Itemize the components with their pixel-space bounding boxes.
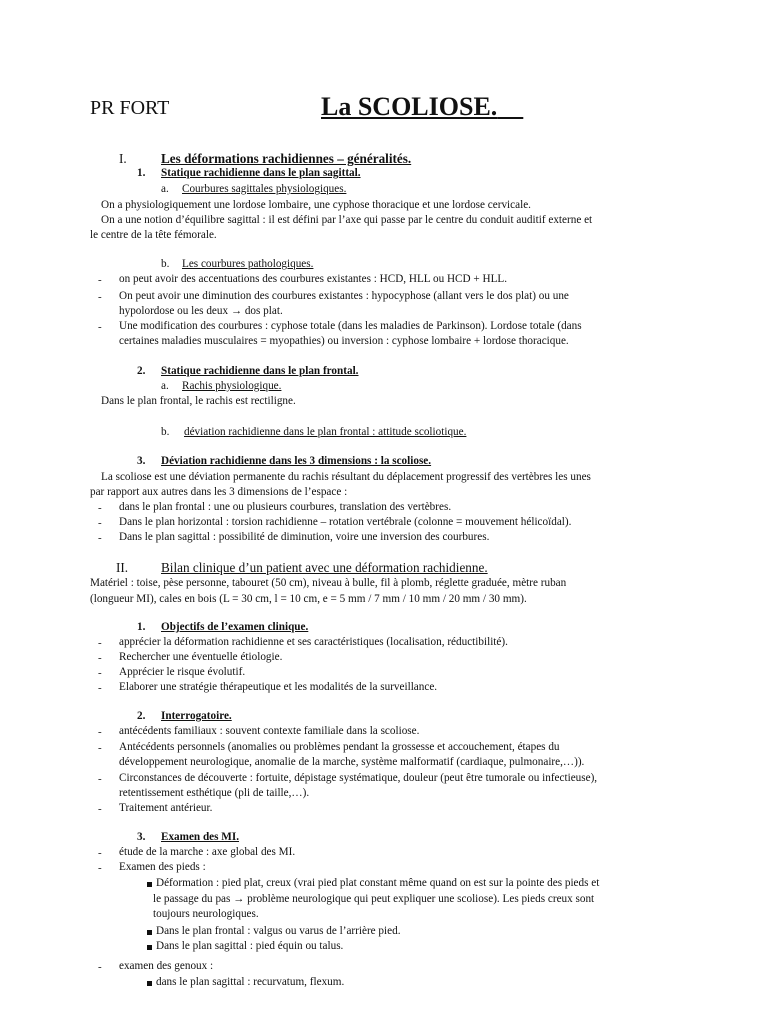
list-item-personal-history-1: Antécédents personnels (anomalies ou problèmes pendant la grossesse et accouchement, étapes du [119, 741, 560, 753]
subsection-2-3-number: 3. [137, 831, 146, 843]
list-item-modification-2: certaines maladies musculaires = myopathies) ou inversion : cyphose lombaire + lordose thoracique. [119, 335, 569, 347]
list-dash: - [98, 652, 102, 664]
subsection-2-2-heading: Interrogatoire. [161, 710, 232, 722]
list-item-family-history: antécédents familiaux : souvent contexte familiale dans la scoliose. [119, 725, 420, 737]
list-dash: - [98, 517, 102, 529]
list-item-objective: apprécier la déformation rachidienne et ses caractéristiques (localisation, réductibilité). [119, 636, 508, 648]
square-bullet-icon [147, 981, 152, 986]
paragraph-materials-2: (longueur MI), cales en bois (L = 30 cm, l = 10 cm, e = 5 mm / 7 mm / 10 mm / 20 mm / 30 mm). [90, 593, 527, 605]
list-dash: - [98, 667, 102, 679]
author-label: PR FORT [90, 97, 170, 119]
subsection-1-3-number: 3. [137, 455, 146, 467]
paragraph-scoliosis-definition-2: par rapport aux autres dans les 3 dimensions de l’espace : [90, 486, 348, 498]
point-b-label: b. [161, 426, 170, 438]
subsection-1-1-number: 1. [137, 167, 146, 179]
document-title [321, 92, 523, 122]
section-2-heading: Bilan clinique d’un patient avec une déformation rachidienne. [161, 560, 488, 575]
subsection-2-1-number: 1. [137, 621, 146, 633]
list-item-diminution-2: hypolordose ou les deux → dos plat. [119, 305, 283, 317]
list-item-previous-treatment: Traitement antérieur. [119, 802, 213, 814]
list-dash: - [98, 803, 102, 815]
title-underline-trail [497, 92, 523, 121]
list-dash: - [98, 961, 102, 973]
sub-item-deformation-2: le passage du pas → problème neurologique qui peut expliquer une scoliose). Les pieds creux sont [153, 893, 595, 905]
paragraph-sagittal-balance-2: le centre de la tête fémorale. [90, 229, 217, 241]
point-a-heading: Rachis physiologique. [182, 380, 282, 392]
paragraph-scoliosis-definition-1: La scoliose est une déviation permanente du rachis résultant du déplacement progressif des vertèbres les unes [101, 471, 591, 483]
list-dash: - [98, 532, 102, 544]
section-2-number: II. [116, 560, 129, 575]
point-b-heading: Les courbures pathologiques. [182, 258, 314, 270]
list-item-modification-1: Une modification des courbures : cyphose totale (dans les maladies de Parkinson). Lordose totale (dans [119, 320, 582, 332]
sub-item-knee-sagittal: dans le plan sagittal : recurvatum, flexum. [156, 976, 345, 988]
list-dash: - [98, 291, 102, 303]
paragraph-sagittal-balance-1: On a une notion d’équilibre sagittal : il est défini par l’axe qui passe par le centre du conduit auditif externe et [101, 214, 593, 226]
subsection-1-3-heading: Déviation rachidienne dans les 3 dimensions : la scoliose. [161, 455, 432, 467]
list-dash: - [98, 847, 102, 859]
sub-item-deformation-3: toujours neurologiques. [153, 908, 259, 920]
section-1-heading: Les déformations rachidiennes – généralités. [161, 151, 412, 166]
list-item-objective: Apprécier le risque évolutif. [119, 666, 246, 678]
list-dash: - [98, 274, 102, 286]
list-item-horizontal: Dans le plan horizontal : torsion rachidienne – rotation vertébrale (colonne = mouvement hélicoïdal). [119, 516, 572, 528]
list-item-feet-exam: Examen des pieds : [119, 861, 206, 873]
list-item-knee-exam: examen des genoux : [119, 960, 214, 972]
subsection-2-1-heading: Objectifs de l’examen clinique. [161, 621, 309, 633]
sub-item-sagittal-plane: Dans le plan sagittal : pied équin ou talus. [156, 940, 344, 952]
list-item-objective: Rechercher une éventuelle étiologie. [119, 651, 283, 663]
sub-item-deformation-1: Déformation : pied plat, creux (vrai pied plat constant même quand on est sur la pointe des pieds et [156, 877, 600, 889]
paragraph-physiological-curves: On a physiologiquement une lordose lombaire, une cyphose thoracique et une lordose cervicale. [101, 199, 531, 211]
subsection-1-1-heading: Statique rachidienne dans le plan sagittal. [161, 167, 361, 179]
point-a-label: a. [161, 183, 169, 195]
list-item-gait: étude de la marche : axe global des MI. [119, 846, 296, 858]
list-dash: - [98, 742, 102, 754]
subsection-2-3-heading: Examen des MI. [161, 831, 240, 843]
list-item-accentuation: on peut avoir des accentuations des courbures existantes : HCD, HLL ou HCD + HLL. [119, 273, 508, 285]
subsection-1-2-number: 2. [137, 365, 146, 377]
square-bullet-icon [147, 945, 152, 950]
list-dash: - [98, 637, 102, 649]
point-a-label: a. [161, 380, 169, 392]
subsection-1-2-heading: Statique rachidienne dans le plan frontal. [161, 365, 359, 377]
paragraph-frontal-plane: Dans le plan frontal, le rachis est rectiligne. [101, 395, 296, 407]
point-b-label: b. [161, 258, 170, 270]
list-item-sagittal: Dans le plan sagittal : possibilité de diminution, voire une inversion des courbures. [119, 531, 490, 543]
list-dash: - [98, 773, 102, 785]
list-item-diminution-1: On peut avoir une diminution des courbures existantes : hypocyphose (allant vers le dos plat) ou une [119, 290, 569, 302]
section-1-number: I. [119, 151, 127, 166]
list-dash: - [98, 726, 102, 738]
title-text: La SCOLIOSE. [321, 92, 498, 121]
square-bullet-icon [147, 882, 152, 887]
paragraph-materials-1: Matériel : toise, pèse personne, tabouret (50 cm), niveau à bulle, fil à plomb, réglette graduée, mètre ruban [90, 577, 567, 589]
list-dash: - [98, 862, 102, 874]
list-item-personal-history-2: développement neurologique, anomalie de la marche, système malformatif (cardiaque, pulmonaire,…)). [119, 756, 585, 768]
list-dash: - [98, 682, 102, 694]
subsection-2-2-number: 2. [137, 710, 146, 722]
list-item-objective: Elaborer une stratégie thérapeutique et les modalités de la surveillance. [119, 681, 438, 693]
square-bullet-icon [147, 930, 152, 935]
list-item-discovery-2: retentissement esthétique (pli de taille,…). [119, 787, 310, 799]
point-b-heading: déviation rachidienne dans le plan frontal : attitude scoliotique. [184, 426, 467, 438]
list-item-frontal: dans le plan frontal : une ou plusieurs courbures, translation des vertèbres. [119, 501, 452, 513]
list-item-discovery-1: Circonstances de découverte : fortuite, dépistage systématique, douleur (peut être tumorale ou infectieuse), [119, 772, 598, 784]
sub-item-frontal-plane: Dans le plan frontal : valgus ou varus de l’arrière pied. [156, 925, 401, 937]
list-dash: - [98, 321, 102, 333]
point-a-heading: Courbures sagittales physiologiques. [182, 183, 347, 195]
list-dash: - [98, 502, 102, 514]
